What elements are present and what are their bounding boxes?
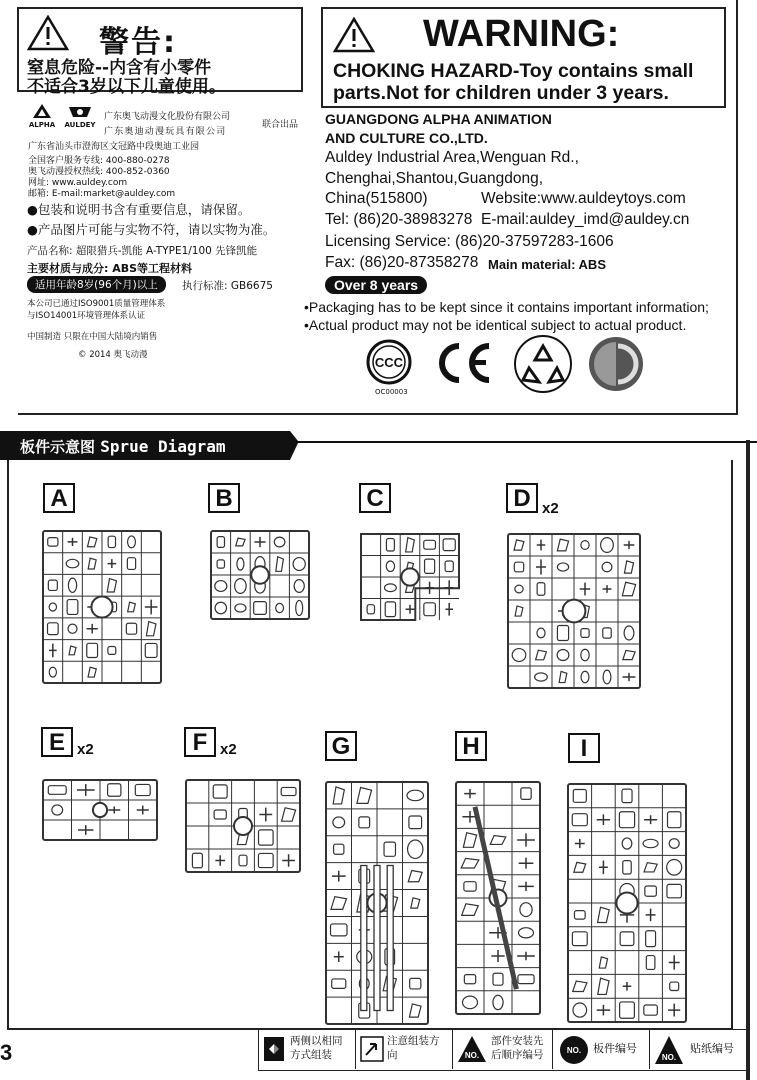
warning-title-en: WARNING: (423, 13, 620, 55)
legend-item-symmetric: 两侧以相同 方式组装 (259, 1030, 356, 1069)
copyright-cn: © 2014 奥飞动漫 (78, 350, 148, 360)
sprue-a-drawing (39, 527, 165, 687)
sprue-f-drawing (182, 776, 304, 876)
auldey-logo-icon (65, 105, 95, 119)
hotline-cn: 全国客户服务专线: 400-880-0278 (28, 156, 170, 166)
sprue-label-c: C (359, 483, 391, 513)
address-en-1: Auldey Industrial Area,Wenguan Rd., (325, 149, 579, 166)
warning-line2-en: parts.Not for children under 3 years. (333, 82, 669, 104)
sprue-mult-d: x2 (542, 500, 559, 517)
ccc-mark-icon (364, 338, 414, 388)
legend-item-sprue-number: NO. 板件编号 (553, 1030, 650, 1069)
made-in-china-cn: 中国制造 只限在中国大陆境内销售 (27, 332, 158, 342)
svg-text:CCC: CCC (374, 355, 404, 370)
page-number: 3 (0, 1040, 13, 1065)
address-en-2: Chenghai,Shantou,Guangdong, (325, 170, 544, 187)
sprue-e-drawing (39, 776, 161, 844)
sprue-mult-e: x2 (77, 741, 94, 758)
warning-triangle-icon (333, 17, 375, 53)
direction-note-icon (360, 1036, 384, 1062)
legend-box (258, 1029, 748, 1071)
top-frame-right-line (736, 0, 738, 415)
ccc-code: OC00003 (375, 388, 408, 396)
iso2-cn: 与ISO14001环境管理体系认证 (27, 311, 146, 321)
age-badge-en: Over 8 years (325, 276, 427, 294)
license-hotline-cn: 奥飞动漫授权热线: 400-852-0360 (28, 167, 170, 177)
alpha-logo-icon (32, 103, 52, 119)
green-dot-icon (588, 336, 644, 392)
order-number-icon (457, 1035, 487, 1063)
sprue-c-drawing (357, 530, 463, 624)
sprue-h-drawing (452, 778, 544, 1018)
svg-text:NO.: NO. (464, 1051, 480, 1060)
material-en: Main material: ABS (488, 257, 606, 272)
section-title: 板件示意图 Sprue Diagram (20, 437, 226, 456)
note1-cn: ●包装和说明书含有重要信息，请保留。 (27, 202, 251, 217)
legend-item-order: NO. 部件安装先 后顺序编号 (453, 1030, 553, 1069)
auldey-logo: AULDEY (62, 105, 98, 129)
recycle-icon (513, 334, 573, 394)
sticker-number-icon (654, 1035, 684, 1065)
sprue-label-h: H (455, 731, 487, 761)
ce-mark-icon (433, 340, 493, 386)
website-cn: 网址: www.auldey.com (28, 178, 128, 188)
top-frame-bottom-line (18, 413, 738, 415)
sprue-i-drawing (564, 780, 690, 1026)
address-en-3: China(515800) (325, 190, 428, 207)
alpha-logo: ALPHA (27, 103, 57, 129)
mirror-assembly-icon (263, 1036, 285, 1062)
company-name-cn-2: 广东奥迪动漫玩具有限公司 (104, 127, 227, 137)
email-cn: 邮箱: E-mail:market@auldey.com (28, 189, 176, 199)
warning-box-en (321, 7, 726, 108)
sprue-label-d: D (506, 483, 538, 513)
warning-box-cn (17, 7, 303, 97)
product-name-cn: 产品名称: 超限猎兵-凯能 A-TYPE1/100 先锋凯能 (27, 245, 258, 257)
legend-item-direction: 注意组装方 向 (356, 1030, 453, 1069)
sprue-number-icon (559, 1035, 589, 1065)
sprue-g-drawing (322, 778, 432, 1028)
sprue-label-g: G (325, 731, 357, 761)
sprue-label-e: E (41, 727, 73, 757)
company-name-en-1: GUANGDONG ALPHA ANIMATION (325, 111, 552, 127)
warning-line1-en: CHOKING HAZARD-Toy contains small (333, 60, 694, 82)
joint-production-label: 联合出品 (262, 120, 299, 130)
sprue-label-i: I (568, 733, 600, 763)
legend-item-sticker-number: NO. 贴纸编号 (650, 1030, 746, 1069)
website-en: Website:www.auldeytoys.com (481, 190, 686, 207)
sprue-label-a: A (43, 483, 75, 513)
company-name-cn-1: 广东奥飞动漫文化股份有限公司 (104, 112, 231, 122)
sprue-label-b: B (208, 483, 240, 513)
sprue-mult-f: x2 (220, 741, 237, 758)
tel-en: Tel: (86)20-38983278 (325, 211, 473, 228)
sprue-d-drawing (504, 530, 644, 692)
age-badge-cn: 适用年龄8岁(96个月)以上 (27, 276, 166, 293)
company-name-en-2: AND CULTURE CO.,LTD. (325, 130, 488, 146)
warning-line1-cn: 窒息危险--内含有小零件 (27, 58, 212, 78)
svg-text:NO.: NO. (566, 1046, 582, 1055)
page-edge-mark (746, 440, 750, 1080)
material-cn: 主要材质与成分: ABS等工程材料 (27, 262, 193, 275)
iso1-cn: 本公司已通过ISO9001质量管理体系 (27, 299, 166, 309)
standard-cn: 执行标准: GB6675 (182, 280, 273, 292)
email-en: E-mail:auldey_imd@auldey.cn (481, 211, 690, 228)
licensing-en: Licensing Service: (86)20-37597283-1606 (325, 233, 614, 250)
note2-cn: ●产品图片可能与实物不符，请以实物为准。 (27, 222, 276, 237)
note1-en: •Packaging has to be kept since it contains important information; (304, 299, 709, 315)
warning-line2-cn: 不适合3岁以下儿童使用。 (27, 77, 226, 97)
svg-text:NO.: NO. (661, 1053, 677, 1062)
note2-en: •Actual product may not be identical subject to actual product. (304, 317, 687, 333)
sprue-label-f: F (184, 727, 216, 757)
address-cn: 广东省汕头市澄海区文冠路中段奥迪工业园 (28, 142, 200, 152)
sprue-b-drawing (207, 527, 313, 623)
fax-en: Fax: (86)20-87358278 (325, 254, 479, 271)
warning-title-cn: 警告: (99, 25, 177, 60)
warning-triangle-icon (27, 15, 69, 51)
